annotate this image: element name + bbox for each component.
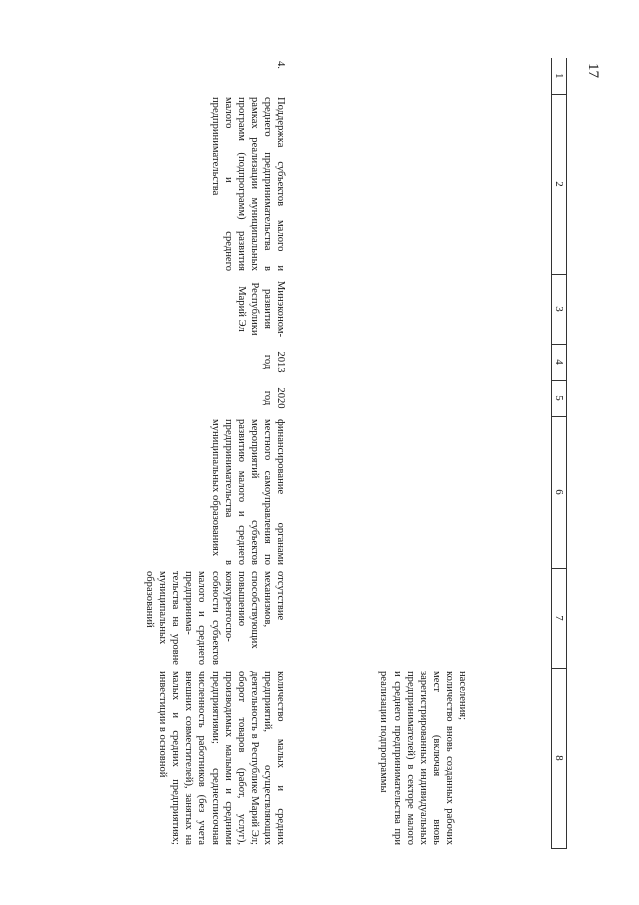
header-col-5: 5 <box>552 380 567 416</box>
program-table <box>143 58 567 849</box>
event-cell: Поддержка субъектов малого и среднего предпринимательства в рамках реализации муниципальных программ (подпрограмм) развития малого и среднего предпринимательства <box>209 97 286 271</box>
end-year-cell: 2020 год <box>261 387 286 409</box>
header-col-7: 7 <box>552 568 567 668</box>
indicators-cell: количество малых и средних предприятий, осуществляющих деятельность в Республике Марий Эл; оборот товаров (работ, услуг), производимых малыми и средними предприятиями; среднесписочная численность работников (без учета внешних совместителей), занятых на малых и средних предприятиях; инвестиции в основной <box>157 671 286 845</box>
table-row <box>143 58 295 848</box>
header-col-8: 8 <box>552 668 567 848</box>
rotated-table-container <box>97 58 567 848</box>
header-col-4: 4 <box>552 344 567 380</box>
header-col-2: 2 <box>552 94 567 274</box>
continuation-row <box>295 58 552 848</box>
start-year-cell: 2013 год <box>261 351 286 373</box>
table-header-row <box>552 58 567 848</box>
continuation-indicators-cell: населения; количество вновь созданных рабочих мест (включая вновь зарегистрированных индивидуальных предпринимателей) в секторе малого и среднего предпринимательства при реализации подпрограммы <box>378 671 468 845</box>
row-number-cell: 4. <box>275 61 286 69</box>
header-col-6: 6 <box>552 416 567 568</box>
header-col-3: 3 <box>552 274 567 344</box>
executor-cell: Минэконом- развития Республики Марий Эл <box>235 280 286 338</box>
content-cell: финансирование органами местного самоуправления по мероприятий субъектов развитию малого и среднего предпринимательства в муниципальных образованиях <box>209 419 286 565</box>
page-number: 17 <box>585 63 601 78</box>
consequences-cell: отсутствие механизмов, способствующих повышению конкурентоспо- собности субъектов малого и среднего предпринима- тельства на уровне муниципальных образований <box>144 571 286 665</box>
header-col-1: 1 <box>552 58 567 94</box>
